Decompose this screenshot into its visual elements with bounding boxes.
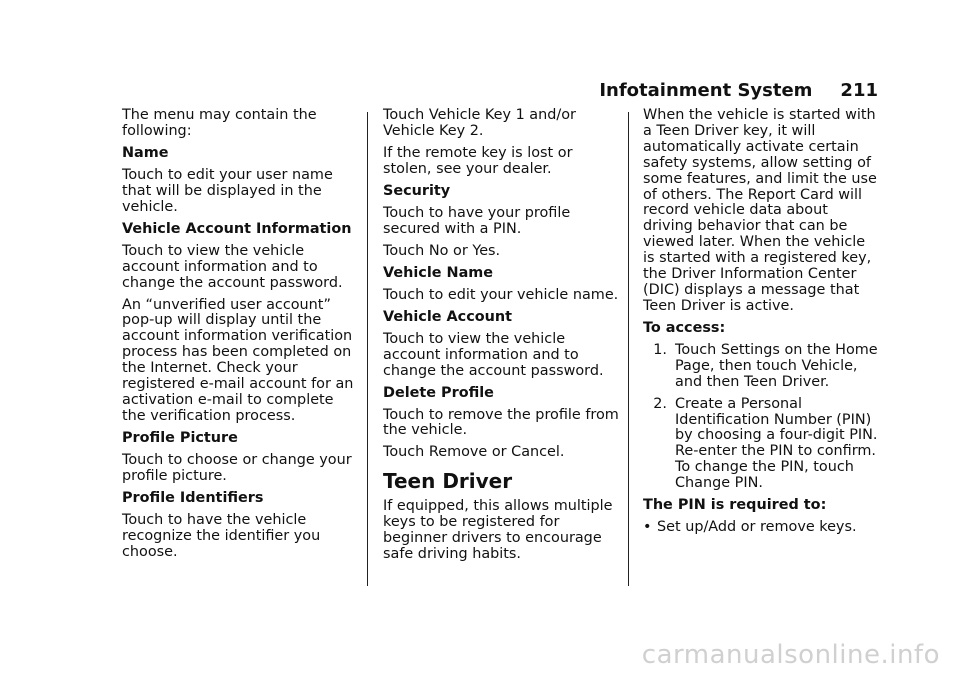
paragraph: Touch to choose or change your profile picture.: [122, 451, 352, 484]
paragraph: The menu may contain the following:: [122, 107, 317, 139]
paragraph: Touch No or Yes.: [383, 242, 501, 259]
step-text: Touch Settings on the Home Page, then touch Vehicle, and then Teen Driver.: [675, 341, 878, 390]
subheading: Profile Picture: [122, 429, 238, 446]
paragraph: If equipped, this allows multiple keys to be registered for beginner drivers to encourage safe driving habits.: [383, 498, 613, 563]
list-item: [643, 343, 879, 391]
bullet-text: Set up/Add or remove keys.: [657, 519, 857, 536]
column-1: [122, 108, 358, 567]
subheading: Security: [383, 182, 451, 199]
paragraph: Touch to view the vehicle account information and to change the account password.: [122, 242, 343, 291]
column-divider: [367, 112, 368, 586]
paragraph: Touch Remove or Cancel.: [383, 444, 565, 461]
paragraph: Touch to remove the profile from the vehicle.: [383, 406, 619, 439]
section-title: Infotainment System: [599, 80, 813, 101]
column-3: [643, 108, 879, 542]
page-number: 211: [840, 80, 878, 101]
step-number: 2.: [653, 395, 667, 412]
bullet-icon: •: [643, 519, 652, 536]
page-header: [0, 80, 878, 101]
paragraph: Touch to have your profile secured with a PIN.: [383, 204, 571, 237]
subheading: The PIN is required to:: [643, 497, 827, 514]
paragraph: Touch to edit your user name that will be displayed in the vehicle.: [122, 166, 333, 215]
column-2: [383, 108, 619, 569]
paragraph: An “unverified user account” pop-up will display until the account information verification process has been completed on the Internet. Check your registered e-mail account for an activation e-mail to complete the verification process.: [122, 296, 354, 424]
column-divider: [628, 112, 629, 586]
subheading: Vehicle Account: [383, 308, 512, 325]
list-item: [643, 397, 879, 492]
paragraph: When the vehicle is started with a Teen Driver key, it will automatically activate certain safety systems, allow setting of some features, and limit the use of others. The Report Card will record vehicle data about driving behavior that can be viewed later. When the vehicle is started with a registered key, the Driver Information Center (DIC) displays a message that Teen Driver is active.: [643, 107, 877, 314]
list-item: [643, 520, 879, 536]
subheading: Delete Profile: [383, 384, 494, 401]
subheading: Profile Identifiers: [122, 489, 264, 506]
paragraph: Touch to view the vehicle account information and to change the account password.: [383, 330, 604, 379]
watermark: carmanualsonline.info: [641, 640, 940, 670]
step-text: Create a Personal Identification Number (PIN) by choosing a four-digit PIN. Re-enter the PIN to confirm. To change the PIN, touch Change PIN.: [675, 395, 878, 492]
subheading: Vehicle Name: [383, 264, 494, 281]
paragraph: If the remote key is lost or stolen, see your dealer.: [383, 144, 573, 177]
step-number: 1.: [653, 341, 667, 358]
section-heading: Teen Driver: [383, 469, 513, 494]
subheading: Name: [122, 144, 169, 161]
paragraph: Touch to have the vehicle recognize the identifier you choose.: [122, 511, 321, 560]
subheading: Vehicle Account Information: [122, 220, 352, 237]
paragraph: Touch Vehicle Key 1 and/or Vehicle Key 2.: [383, 107, 576, 139]
paragraph: Touch to edit your vehicle name.: [383, 286, 619, 303]
subheading: To access:: [643, 319, 726, 336]
